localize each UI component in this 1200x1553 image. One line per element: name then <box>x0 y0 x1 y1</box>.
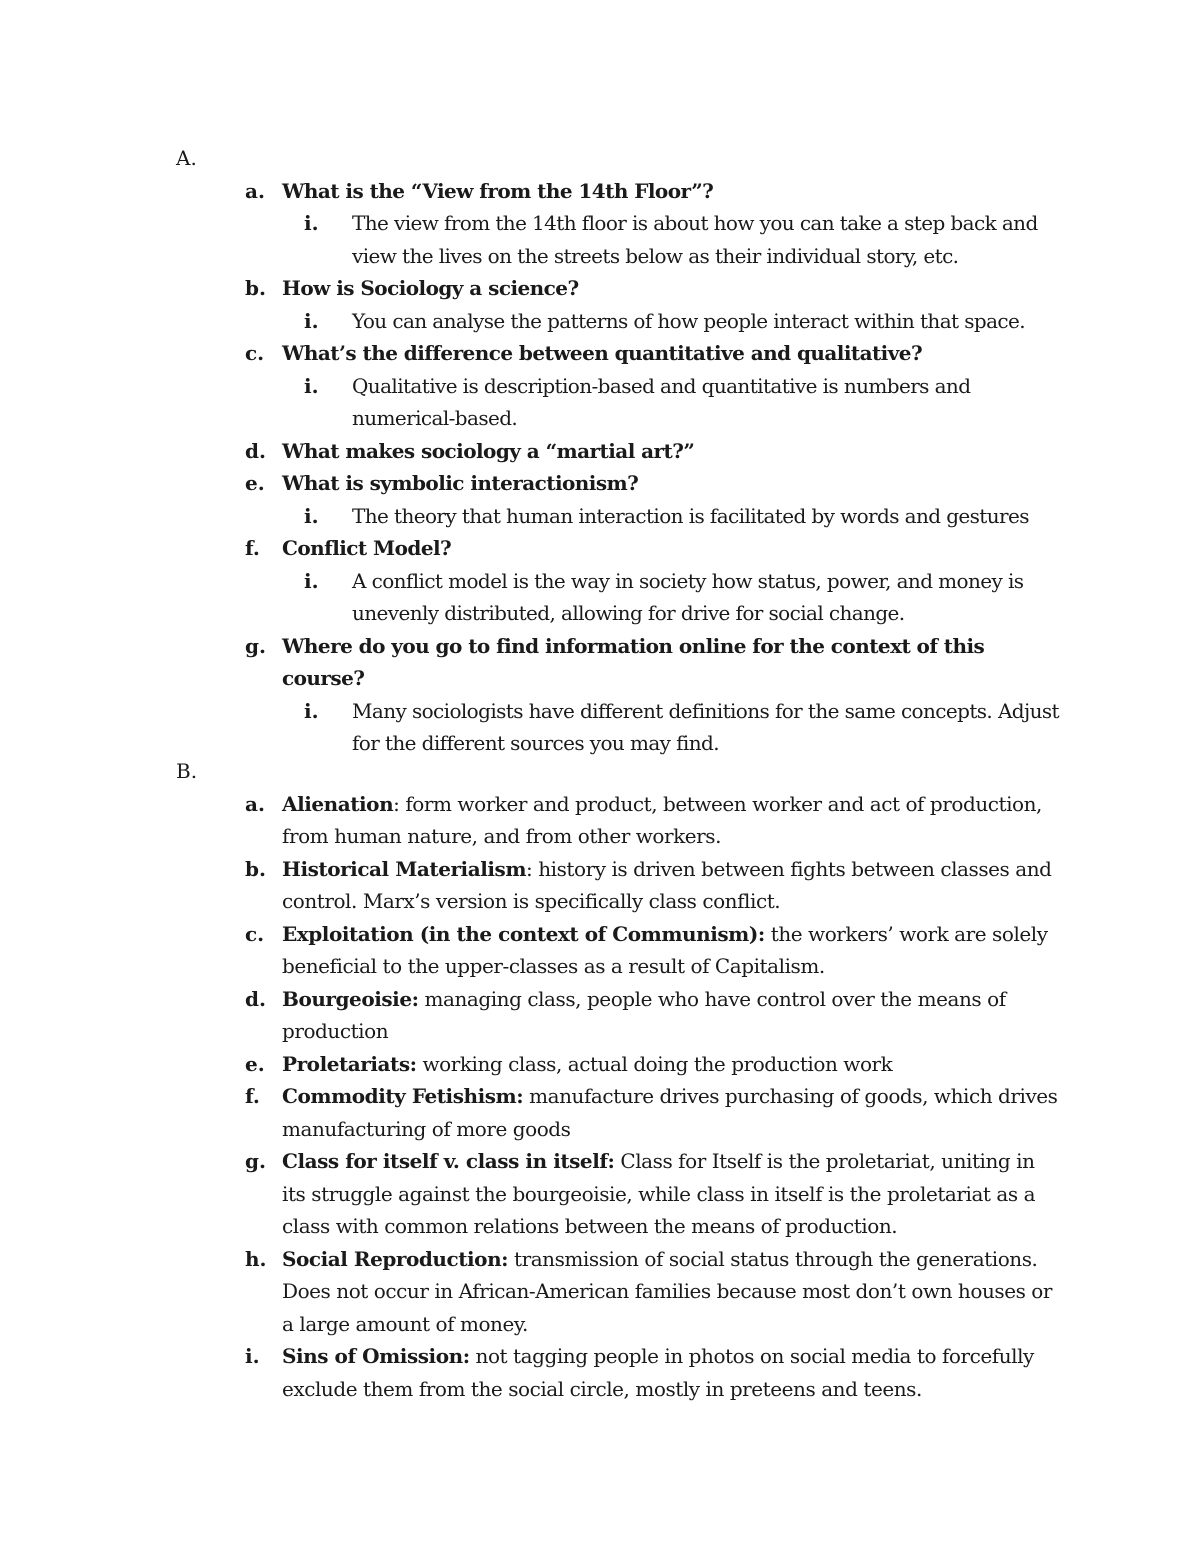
answer-text: You can analyse the patterns of how people interact within that space. <box>352 308 1025 333</box>
answer-item <box>0 565 1200 630</box>
term-definition: transmission of social status through the generations. Does not occur in African-American families because most don’t own houses or a large amount of money. <box>282 1246 1053 1336</box>
list-marker: f. <box>245 1084 260 1108</box>
list-marker: d. <box>245 438 266 463</box>
list-marker: a. <box>245 791 265 816</box>
list-item <box>0 435 1200 468</box>
question-text: What is symbolic interactionism? <box>282 471 639 495</box>
definition-text <box>282 918 1062 983</box>
list-item <box>0 337 1200 370</box>
question-text: Conflict Model? <box>282 536 452 560</box>
definition-item <box>0 983 1200 1048</box>
question-text: Where do you go to find information online for the context of this course? <box>282 633 985 690</box>
answer-marker: i. <box>304 211 319 235</box>
term-definition: manufacture drives purchasing of goods, which drives manufacturing of more goods <box>282 1084 1058 1141</box>
answer-marker: i. <box>304 308 319 333</box>
section-a-list <box>0 175 1200 760</box>
term-label: Proletariats: <box>282 1051 417 1076</box>
list-marker: f. <box>245 536 260 560</box>
term-definition: not tagging people in photos on social media to forcefully exclude them from the social circle, mostly in preteens and teens. <box>282 1344 1034 1401</box>
answer-item <box>0 207 1200 272</box>
definition-text <box>282 983 1062 1048</box>
question-text: How is Sociology a science? <box>282 276 579 300</box>
term-definition: the workers’ work are solely beneficial to the upper-classes as a result of Capitalism. <box>282 921 1048 978</box>
definition-text <box>282 1340 1062 1405</box>
answer-item <box>0 500 1200 533</box>
definition-item <box>0 1243 1200 1341</box>
list-marker: b. <box>245 276 266 300</box>
answer-text: A conflict model is the way in society how status, power, and money is unevenly distributed, allowing for drive for social change. <box>352 568 1024 625</box>
list-marker: d. <box>245 986 266 1011</box>
term-label: Bourgeoisie: <box>282 986 419 1011</box>
list-marker: e. <box>245 1051 265 1076</box>
definition-item <box>0 788 1200 853</box>
answer-text: Many sociologists have different definitions for the same concepts. Adjust for the different sources you may find. <box>352 698 1059 755</box>
definition-text <box>282 1243 1062 1341</box>
list-marker: e. <box>245 471 265 495</box>
section-a-label: A. <box>176 146 197 170</box>
definition-item <box>0 1048 1200 1081</box>
list-item <box>0 272 1200 305</box>
term-definition: managing class, people who have control over the means of production <box>282 986 1006 1043</box>
answer-text: The view from the 14th floor is about how you can take a step back and view the lives on the streets below as their individual story, etc. <box>352 211 1038 268</box>
term-definition: working class, actual doing the production work <box>416 1051 893 1076</box>
question-text: What makes sociology a “martial art?” <box>282 438 695 463</box>
list-item <box>0 532 1200 565</box>
list-item <box>0 630 1200 695</box>
list-item <box>0 467 1200 500</box>
section-b-label: B. <box>176 759 198 783</box>
list-marker: c. <box>245 921 265 946</box>
answer-marker: i. <box>304 503 319 528</box>
term-definition: Class for Itself is the proletariat, uniting in its struggle against the bourgeoisie, while class in itself is the proletariat as a class with common relations between the means of production. <box>282 1149 1036 1238</box>
term-definition: : history is driven between fights between classes and control. Marx’s version is specifically class conflict. <box>282 856 1052 913</box>
term-definition: : form worker and product, between worker and act of production, from human nature, and from other workers. <box>282 791 1042 848</box>
list-item <box>0 175 1200 208</box>
definition-item <box>0 1145 1200 1243</box>
term-label: Sins of Omission: <box>282 1344 470 1368</box>
list-marker: c. <box>245 341 265 365</box>
question-text: What is the “View from the 14th Floor”? <box>282 178 714 203</box>
list-marker: a. <box>245 178 265 203</box>
answer-marker: i. <box>304 568 319 593</box>
term-label: Exploitation (in the context of Communism): <box>282 921 765 946</box>
list-marker: g. <box>245 633 266 658</box>
definition-text <box>282 1145 1062 1243</box>
answer-item <box>0 370 1200 435</box>
list-marker: b. <box>245 856 266 881</box>
list-marker: i. <box>245 1344 260 1368</box>
answer-marker: i. <box>304 698 319 723</box>
definition-text <box>282 788 1062 853</box>
answer-text: The theory that human interaction is facilitated by words and gestures <box>352 503 1029 528</box>
definition-item <box>0 1080 1200 1145</box>
definition-text <box>282 1048 1062 1081</box>
term-label: Alienation <box>282 791 394 816</box>
answer-text: Qualitative is description-based and quantitative is numbers and numerical-based. <box>352 373 971 430</box>
answer-marker: i. <box>304 373 319 398</box>
term-label: Social Reproduction: <box>282 1246 509 1271</box>
definition-item <box>0 853 1200 918</box>
definition-item <box>0 1340 1200 1405</box>
definition-text <box>282 853 1062 918</box>
term-label: Commodity Fetishism: <box>282 1084 524 1108</box>
term-label: Historical Materialism <box>282 856 527 881</box>
definition-item <box>0 918 1200 983</box>
definition-text <box>282 1080 1062 1145</box>
term-label: Class for itself v. class in itself: <box>282 1149 615 1173</box>
section-b-list <box>0 788 1200 1406</box>
answer-item <box>0 695 1200 760</box>
question-text: What’s the difference between quantitative and qualitative? <box>282 341 923 365</box>
list-marker: g. <box>245 1149 266 1173</box>
answer-item <box>0 305 1200 338</box>
list-marker: h. <box>245 1246 267 1271</box>
